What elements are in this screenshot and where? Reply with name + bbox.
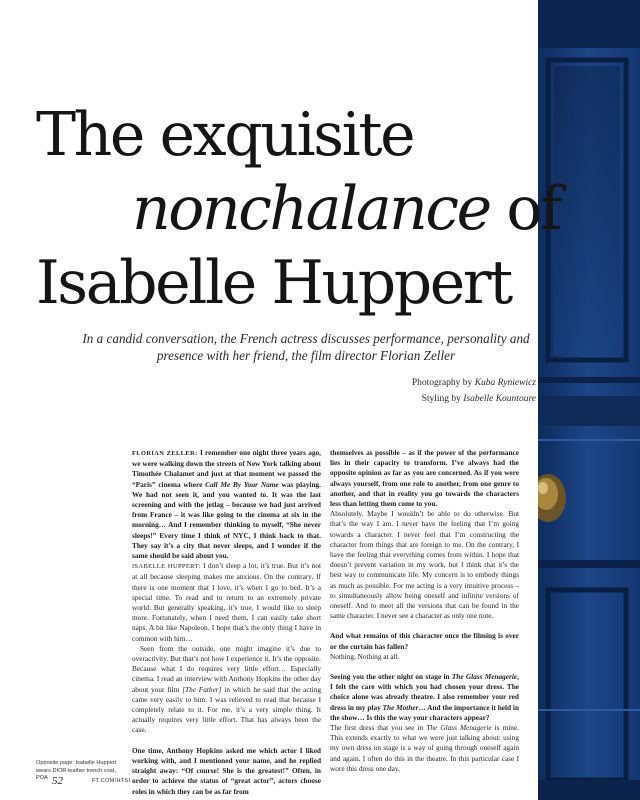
photographer-name: Kuba Ryniewicz	[474, 378, 536, 388]
answer-2	[132, 644, 321, 736]
site-url: FT.COM/HTSI	[92, 778, 131, 784]
question-4	[330, 672, 519, 723]
page-number: 52	[52, 775, 63, 787]
question-1-text-b: was playing. We had not seen it, and you wanted to. It was the last screening and with the jetlag – because we had just arrived from France – it was like going to the cinema at six in the morning… And I remember thinking to myself, “She never sleeps!” Every time I think of NYC, I think back to that. They say it’s a city that never sleeps, and I wonder if the same should be said about you.	[132, 479, 321, 561]
question-4-text-a: Seeing you the other night on stage in	[330, 672, 452, 682]
article-title	[36, 98, 560, 320]
answer-1-text: I don’t sleep a lot, it’s true. But it’s not at all because sleeping makes me anxious. On the contrary. If there is one moment that I love, it’s when I go to bed. It’s a special time. To read and to return to an extremely private world. But generally speaking, it’s true, I would like to sleep more. Fortunately, when I need them, I can easily take short naps. A bit like Napoleon. I hope that’s the only thing I have in common with him…	[132, 561, 321, 643]
answer-1	[132, 561, 321, 644]
answer-3: Absolutely. Maybe I wouldn’t be able to do otherwise. But that’s the way I am. I never have the feeling that I’m going towards a character. I never feel that I’m constructing the character from things that are foreign to me. On the contrary, I have the feeling that everything comes from within. I hope that doesn’t prevent variation in my work, but I think that it’s the best way to communicate life. My concern is to embody things as much as possible. For me acting is a very intuitive process – to simultaneously allow being oneself and infinite versions of oneself. And to meet all the versions that can be found in the same character. I never see a character as only one note.	[330, 509, 519, 621]
question-4-text-b: , I felt the care with which you had chosen your dress. The choice alone was already theatre. I also remember your red dress in my play	[330, 672, 519, 712]
question-2: One time, Anthony Hopkins asked me which actor I liked working with, and I mentioned your name, and he replied straight away: “Of course! She is the greatest!” Often, in order to achieve the status of “great actor”, actors choose roles in which they can be as far from	[132, 745, 321, 796]
title-line-2	[36, 172, 560, 246]
standfirst-name: Florian Zeller	[380, 348, 456, 363]
speaker-florian: FLORIAN ZELLER:	[132, 450, 200, 457]
title-line-2-rest: of	[489, 174, 560, 244]
answer-2-text-b: in which he said that the acting came very easily to him. I was relieved to read that because I completely relate to it. For me, it’s a very simple thing. It actually requires very little effort. That has always been the case.	[132, 684, 321, 735]
styling-credit	[412, 391, 536, 407]
question-1	[132, 448, 321, 561]
title-line-3: Isabelle Huppert	[36, 248, 511, 318]
film-title-2: [The Father]	[182, 684, 222, 694]
question-1-text-a: I remember one night three years ago, we were walking down the streets of New York talking about Timothée Chalamet and just at that moment we passed the “Paris” cinema where	[132, 448, 321, 489]
credits	[412, 375, 536, 407]
speaker-isabelle: ISABELLE HUPPERT:	[132, 563, 204, 571]
styling-credit-label: Styling by	[421, 394, 464, 404]
answer-2-text-a: Seen from the outside, one might imagine it’s due to overactivity. But that’s not how I experience it. It’s the opposite. Because what I do requires very little effort… Especially cinema. I read an interview with Anthony Hopkins the other day about your film	[132, 643, 321, 694]
stylist-name: Isabelle Kountoure	[463, 394, 536, 404]
photo-credit-label: Photography by	[411, 378, 475, 388]
photo-credit	[412, 375, 536, 391]
title-line-1: The exquisite	[36, 100, 414, 170]
answer-5-text-b: is mine. This extends exactly to what we were just talking about: using my own dress on stage is a way of going through oneself again and again. I often do this in the theatre. In this particular case I wore this dress one day,	[330, 723, 519, 773]
film-title: Call Me By Your Name	[205, 479, 279, 489]
title-italic-word: nonchalance	[132, 174, 490, 244]
answer-4: Nothing. Nothing at all.	[330, 651, 400, 661]
answer-5-text-a: The first dress that you see in	[330, 723, 427, 733]
body-column-left	[132, 448, 321, 797]
standfirst-text: In a candid conversation, the French actress discusses performance, personality and presence with her friend, the film director	[82, 331, 530, 363]
play-title-3: The Glass Menagerie	[426, 723, 492, 733]
standfirst	[80, 330, 532, 364]
play-title-2: The Mother	[382, 702, 419, 712]
question-4-text-c: … And the importance it held in the show… Is this the way your characters appear?	[330, 702, 520, 722]
photo-caption: Opposite page: Isabelle Huppert wears DIOR leather trench coat, POA	[36, 760, 117, 781]
question-3: And what remains of this character once the filming is over or the curtain has fallen?	[330, 631, 519, 651]
body-column-right	[330, 448, 519, 774]
play-title: The Glass Menagerie	[451, 672, 518, 682]
answer-5	[330, 723, 519, 774]
question-2-continued: themselves as possible – as if the power of the performance lies in their capacity to transform. I’ve always had the opposite opinion as far as you are concerned. As if you were always yourself, from one role to another, from one genre to another, and that in reality you go towards the characters less than letting them come to you.	[330, 448, 519, 509]
door-photo	[538, 0, 640, 800]
